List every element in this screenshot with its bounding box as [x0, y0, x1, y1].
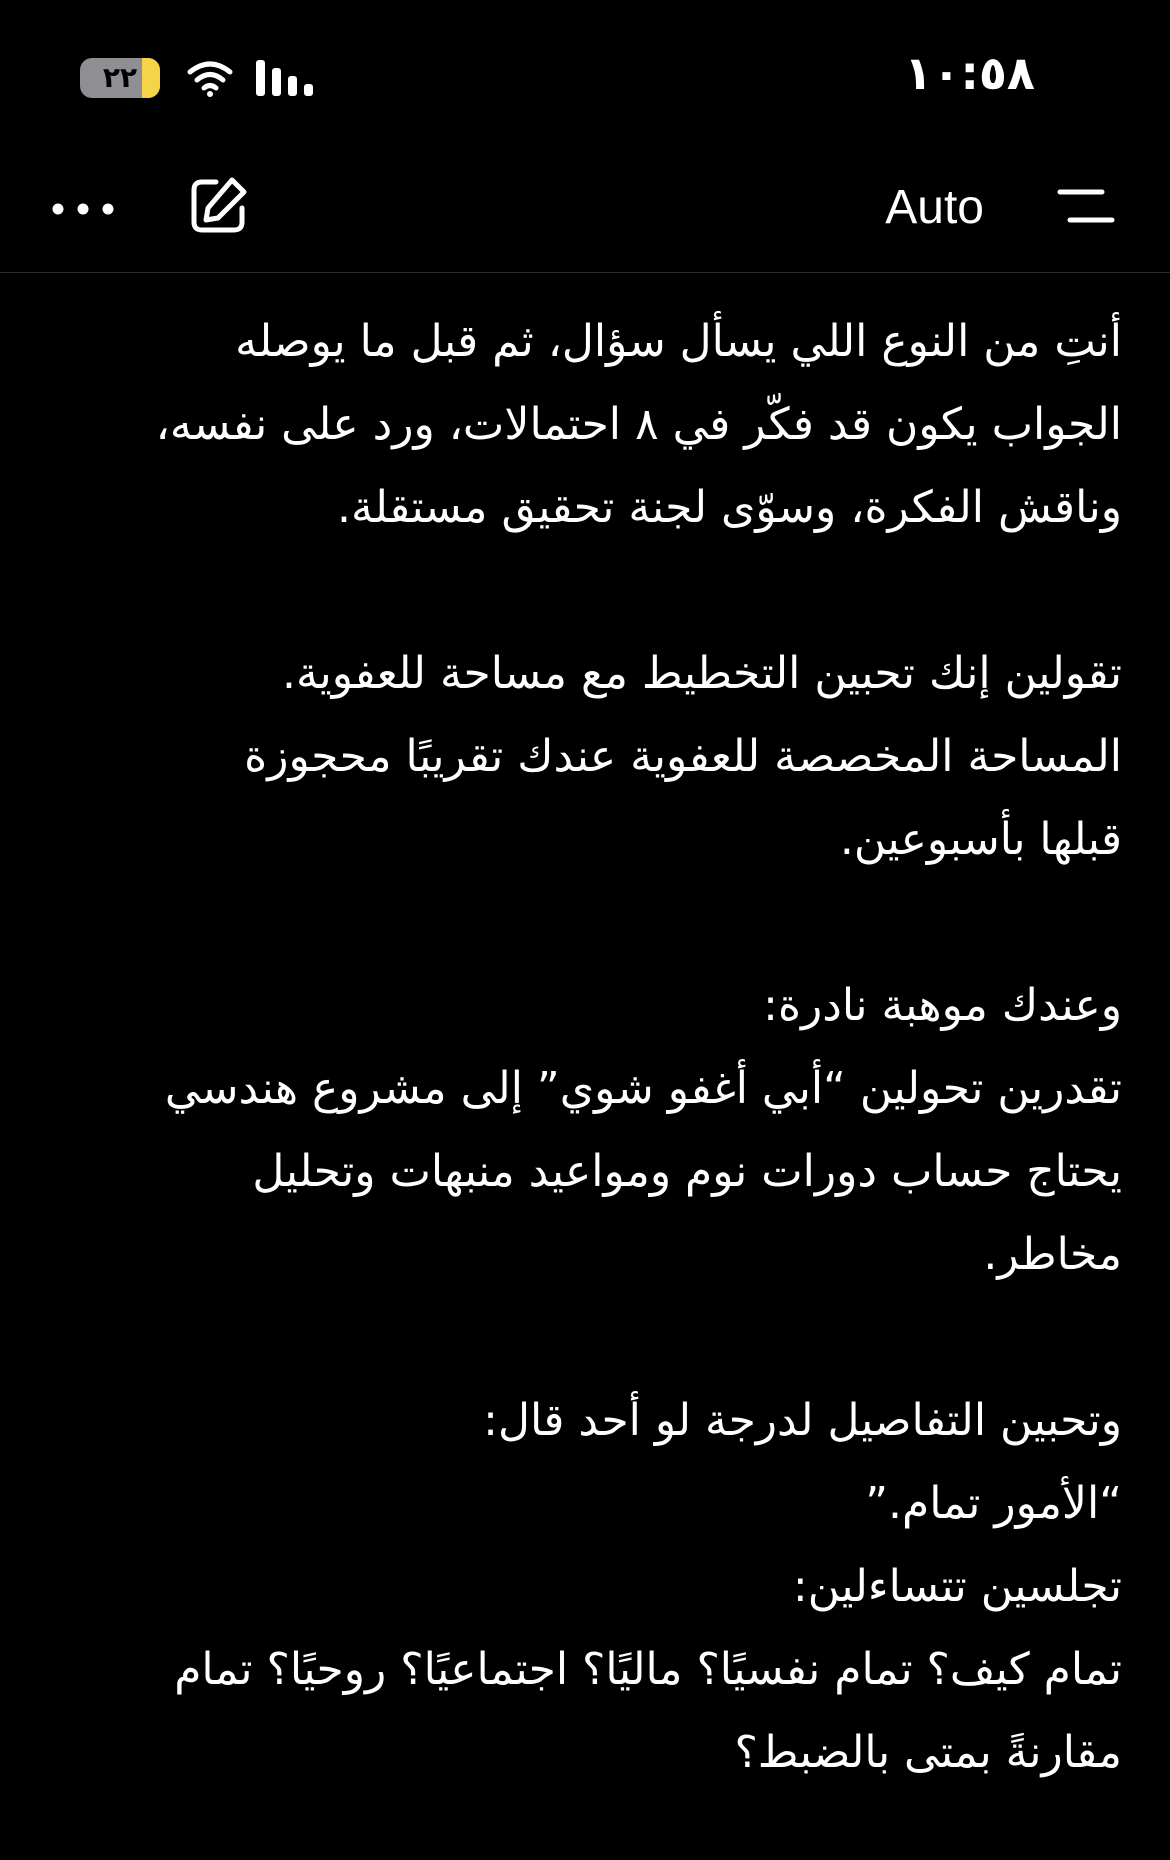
message-line: قبلها بأسبوعين. — [839, 814, 1122, 865]
more-icon[interactable] — [48, 184, 118, 234]
message-paragraph — [90, 632, 1122, 881]
status-time: ١٠:٥٨ — [904, 46, 1035, 100]
message-line: مخاطر. — [983, 1229, 1122, 1280]
signal-icon — [254, 58, 318, 98]
assistant-message — [90, 300, 1122, 1794]
message-line: تمام كيف؟ تمام نفسيًا؟ ماليًا؟ اجتماعيًا؟ روحيًا؟ تمام — [174, 1644, 1122, 1695]
message-line: أنتِ من النوع اللي يسأل سؤال، ثم قبل ما يوصله — [235, 316, 1122, 367]
menu-icon[interactable] — [1056, 180, 1116, 236]
battery-icon — [80, 58, 160, 98]
wifi-icon — [186, 58, 234, 98]
status-bar — [0, 0, 1170, 150]
message-paragraph — [90, 1379, 1122, 1794]
message-paragraph — [90, 300, 1122, 549]
top-toolbar — [0, 150, 1170, 273]
message-line: تقولين إنك تحبين التخطيط مع مساحة للعفوية. — [281, 648, 1122, 699]
message-line: تقدرين تحولين “أبي أغفو شوي” إلى مشروع هندسي — [164, 1063, 1122, 1114]
message-line: وناقش الفكرة، وسوّى لجنة تحقيق مستقلة. — [336, 482, 1122, 533]
message-line: المساحة المخصصة للعفوية عندك تقريبًا محجوزة — [244, 731, 1122, 782]
battery-percentage: ٢٢ — [102, 61, 138, 94]
message-paragraph — [90, 964, 1122, 1296]
message-line: يحتاج حساب دورات نوم ومواعيد منبهات وتحليل — [252, 1146, 1122, 1197]
message-line: مقارنةً بمتى بالضبط؟ — [734, 1727, 1122, 1778]
model-selector[interactable]: Auto — [885, 181, 984, 234]
message-line: وعندك موهبة نادرة: — [763, 980, 1122, 1031]
message-line: وتحبين التفاصيل لدرجة لو أحد قال: — [483, 1395, 1122, 1446]
message-line: “الأمور تمام.” — [865, 1478, 1122, 1529]
edit-icon[interactable] — [186, 174, 250, 238]
message-line: تجلسين تتساءلين: — [792, 1561, 1122, 1612]
message-line: الجواب يكون قد فكّر في ٨ احتمالات، ورد على نفسه، — [155, 399, 1122, 450]
